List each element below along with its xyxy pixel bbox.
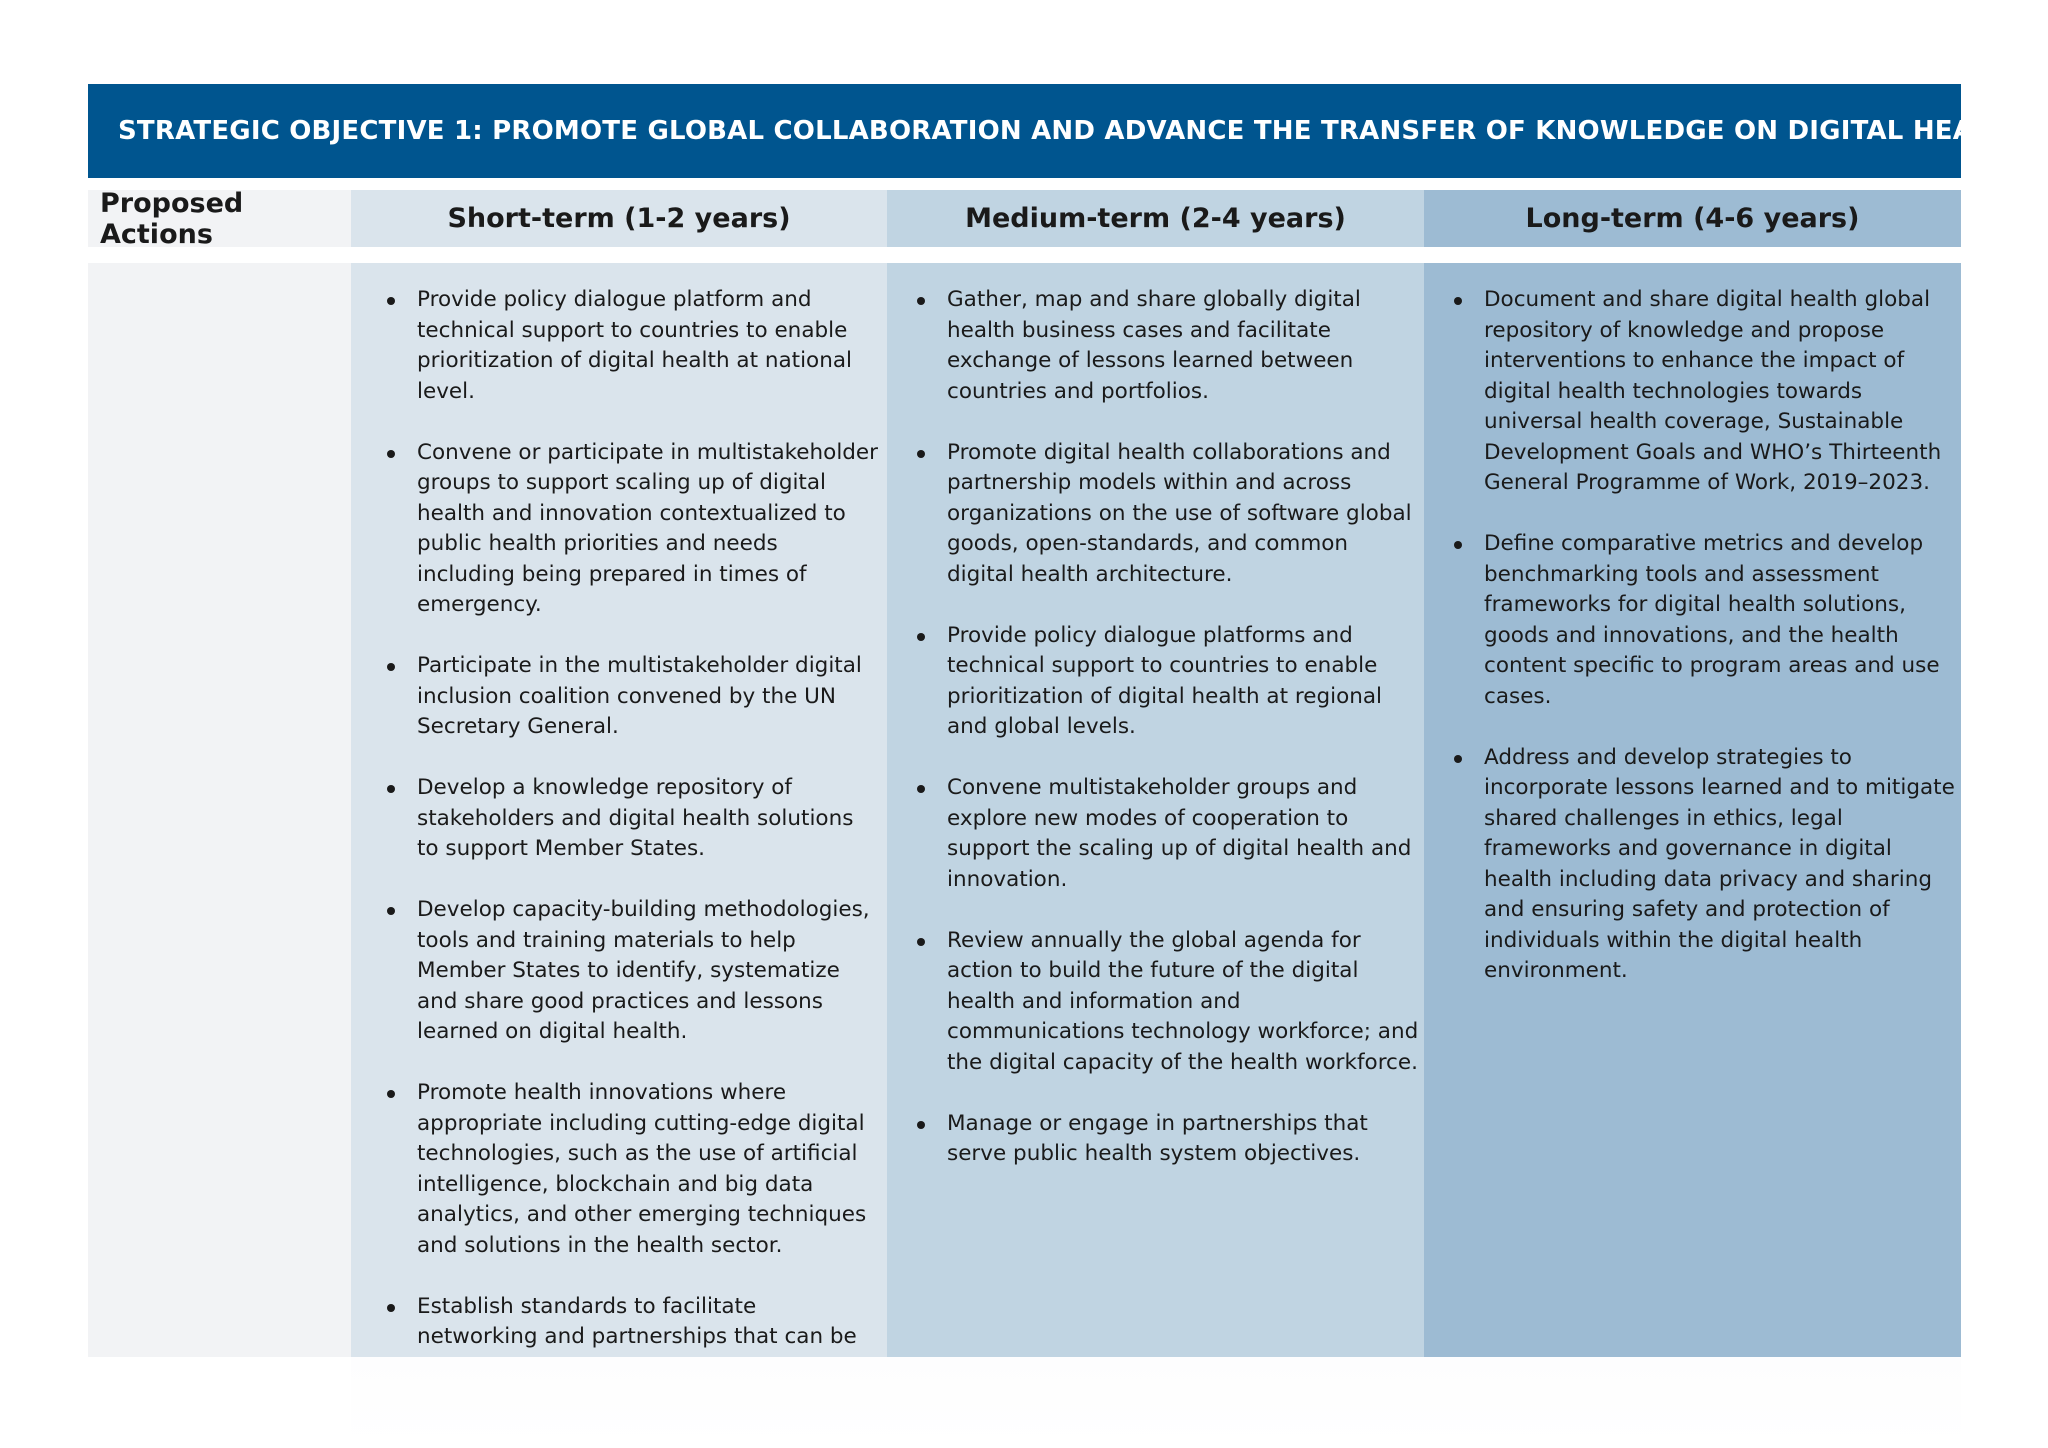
objective-title: STRATEGIC OBJECTIVE 1: PROMOTE GLOBAL COLLABORATION AND ADVANCE THE TRANSFER OF KNOWLEDGE ON DIGITAL HEALTH xyxy=(118,116,2026,146)
header-short-term: Short-term (1-2 years) xyxy=(351,190,887,247)
header-proposed-actions: Proposed Actions xyxy=(88,190,351,247)
header-long-term: Long-term (4-6 years) xyxy=(1424,190,1961,247)
list-item: Address and develop strategies to incorporate lessons learned and to mitigate shared challenges in ethics, legal frameworks and governance in digital health including data privacy and sharing and ensuring safety and protection of individuals within the digital health environment. xyxy=(1450,743,1957,987)
list-item: Review annually the global agenda for action to build the future of the digital health and information and communications technology workforce; and the digital capacity of the health workforce. xyxy=(913,926,1420,1079)
list-item: Provide policy dialogue platform and technical support to countries to enable prioritization of digital health at national level. xyxy=(383,285,879,407)
list-item: Manage or engage in partnerships that serve public health system objectives. xyxy=(913,1109,1420,1170)
objective-banner xyxy=(88,84,2026,178)
long-term-list xyxy=(1450,285,1957,987)
short-term-column xyxy=(351,263,887,1357)
medium-term-list xyxy=(913,285,1420,1170)
list-item: Promote digital health collaborations and partnership models within and across organizations on the use of software global goods, open-standards, and common digital health architecture. xyxy=(913,438,1420,591)
list-item: Establish standards to facilitate networking and partnerships that can be xyxy=(383,1292,879,1414)
list-item: Convene multistakeholder groups and explore new modes of cooperation to support the scaling up of digital health and innovation. xyxy=(913,773,1420,895)
list-item: Convene or participate in multistakeholder groups to support scaling up of digital health and innovation contextualized to public health priorities and needs including being prepared in times of emergency. xyxy=(383,438,879,621)
list-item: Promote health innovations where appropriate including cutting-edge digital technologies, such as the use of artificial intelligence, blockchain and big data analytics, and other emerging techniques and solutions in the health sector. xyxy=(383,1078,879,1261)
list-item: Gather, map and share globally digital health business cases and facilitate exchange of lessons learned between countries and portfolios. xyxy=(913,285,1420,407)
list-item: Participate in the multistakeholder digital inclusion coalition convened by the UN Secretary General. xyxy=(383,651,879,743)
page-bottom-fade xyxy=(351,1357,1961,1448)
long-term-column xyxy=(1424,263,1961,1357)
list-item: Develop a knowledge repository of stakeholders and digital health solutions to support Member States. xyxy=(383,773,879,865)
list-item: Develop capacity-building methodologies, tools and training materials to help Member States to identify, systematize and share good practices and lessons learned on digital health. xyxy=(383,895,879,1048)
list-item: Document and share digital health global repository of knowledge and propose interventions to enhance the impact of digital health technologies towards universal health coverage, Sustainable Development Goals and WHO’s Thirteenth General Programme of Work, 2019–2023. xyxy=(1450,285,1957,499)
list-item: Provide policy dialogue platforms and technical support to countries to enable prioritization of digital health at regional and global levels. xyxy=(913,621,1420,743)
list-item: Define comparative metrics and develop benchmarking tools and assessment frameworks for digital health solutions, goods and innovations, and the health content specific to program areas and use cases. xyxy=(1450,529,1957,712)
short-term-list xyxy=(383,285,879,1414)
proposed-actions-column xyxy=(88,263,351,1357)
medium-term-column xyxy=(887,263,1424,1357)
header-medium-term: Medium-term (2-4 years) xyxy=(887,190,1424,247)
